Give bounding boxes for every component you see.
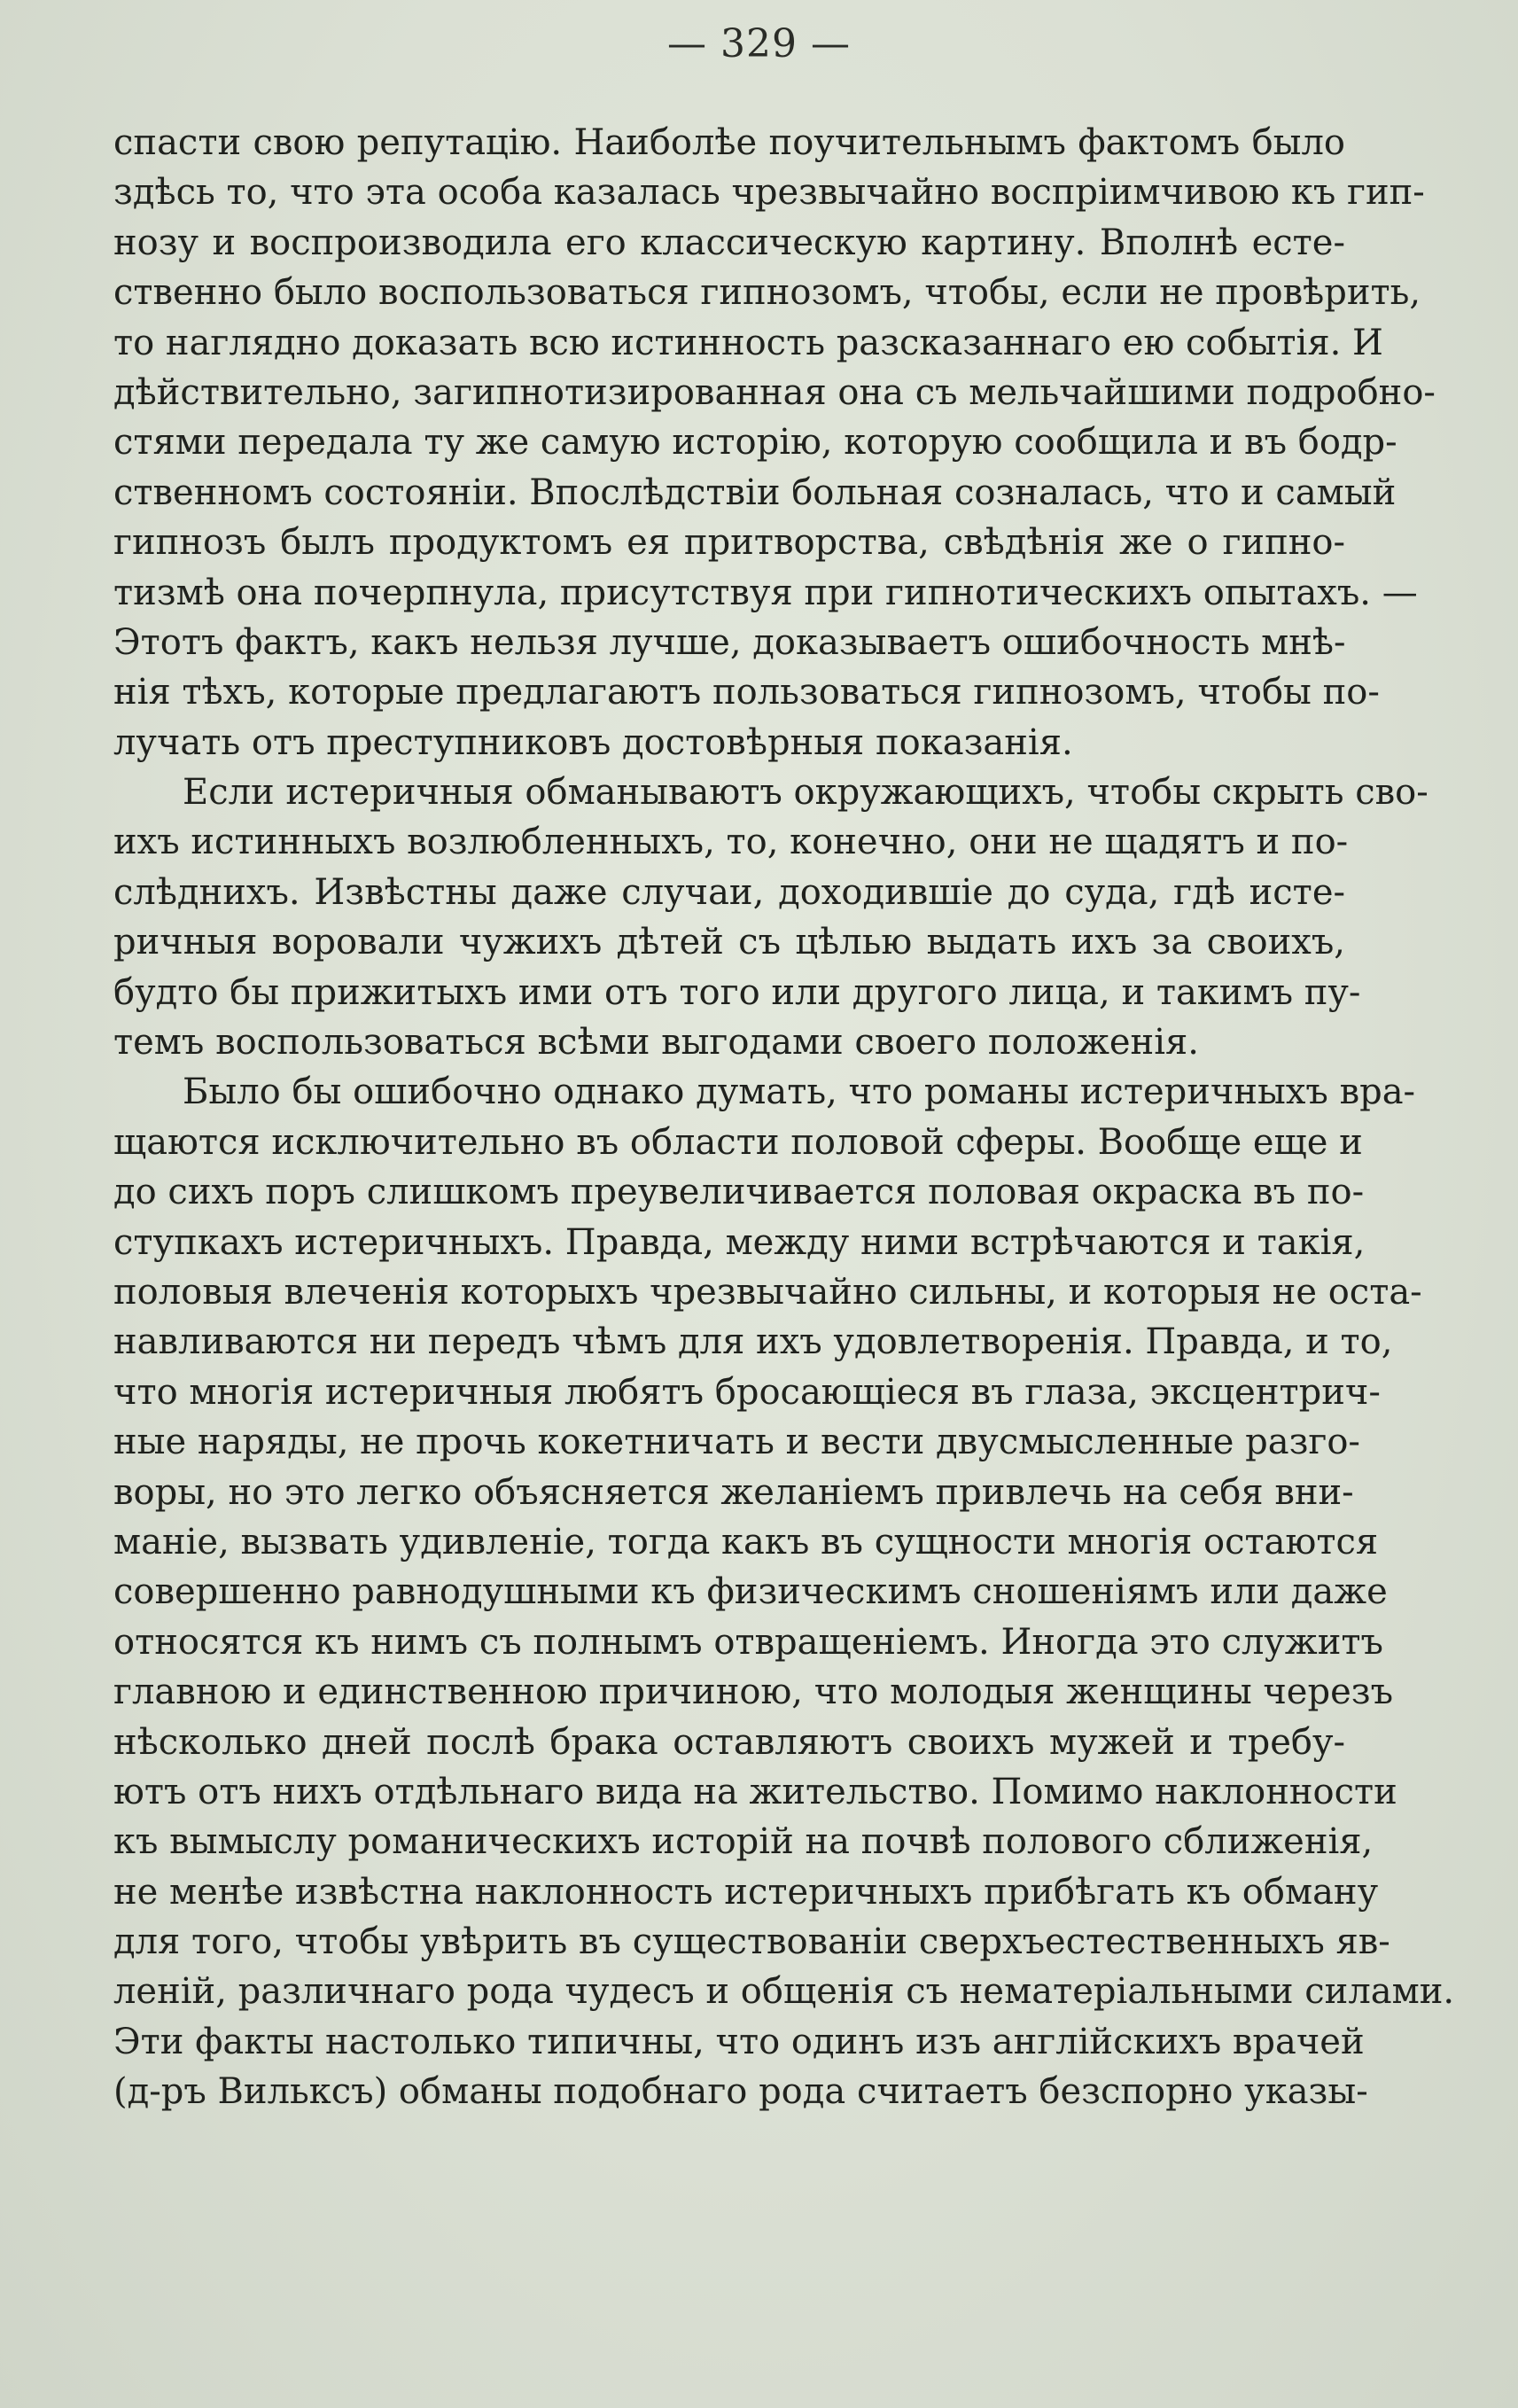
text-line: стями передала ту же самую исторію, которую сообщила и въ бодр-	[113, 422, 1397, 464]
text-line: для того, чтобы увѣрить въ существованіи сверхъестественныхъ яв-	[113, 1921, 1390, 1963]
text-line: совершенно равнодушными къ физическимъ сношеніямъ или даже	[113, 1571, 1388, 1613]
paragraph-1	[113, 118, 1436, 768]
text-line: Этотъ фактъ, какъ нельзя лучше, доказываетъ ошибочность мнѣ-	[113, 621, 1346, 663]
text-line: къ вымыслу романическихъ исторій на почвѣ полового сближенія,	[113, 1821, 1374, 1863]
text-line: темъ воспользоваться всѣми выгодами своего положенія.	[113, 1022, 1199, 1064]
text-line: не менѣе извѣстна наклонность истеричныхъ прибѣгать къ обману	[113, 1871, 1379, 1913]
text-line: нѣсколько дней послѣ брака оставляютъ своихъ мужей и требу-	[113, 1721, 1345, 1763]
text-line: Было бы ошибочно однако думать, что романы истеричныхъ вра-	[183, 1072, 1416, 1113]
text-line: навливаются ни передъ чѣмъ для ихъ удовлетворенія. Правда, и то,	[113, 1321, 1393, 1363]
text-line: ственно было воспользоваться гипнозомъ, чтобы, если не провѣрить,	[113, 272, 1421, 314]
text-line: нія тѣхъ, которые предлагаютъ пользоваться гипнозомъ, чтобы по-	[113, 672, 1380, 713]
text-line: ихъ истинныхъ возлюбленныхъ, то, конечно, они не щадятъ и по-	[113, 822, 1349, 863]
page-number: — 329 —	[667, 21, 851, 66]
paragraph-2	[113, 768, 1428, 1067]
text-line: половыя влеченія которыхъ чрезвычайно сильны, и которыя не оста-	[113, 1271, 1422, 1313]
text-line: спасти свою репутацію. Наиболѣе поучительнымъ фактомъ было	[113, 122, 1345, 163]
text-line: Если истеричныя обманываютъ окружающихъ, чтобы скрыть сво-	[183, 772, 1428, 814]
text-line: ричныя воровали чужихъ дѣтей съ цѣлью выдать ихъ за своихъ,	[113, 922, 1345, 963]
text-line: нозу и воспроизводила его классическую картину. Вполнѣ есте-	[113, 222, 1345, 263]
text-line: до сихъ поръ слишкомъ преувеличивается половая окраска въ по-	[113, 1172, 1365, 1213]
paragraph-3	[113, 1067, 1455, 2116]
text-line: слѣднихъ. Извѣстны даже случаи, доходившіе до суда, гдѣ исте-	[113, 871, 1345, 913]
text-line: леній, различнаго рода чудесъ и общенія съ нематеріальными силами.	[113, 1971, 1455, 2013]
text-line: Эти факты настолько типичны, что одинъ изъ англійскихъ врачей	[113, 2021, 1365, 2062]
text-line: щаются исключительно въ области половой сферы. Вообще еще и	[113, 1121, 1363, 1163]
text-line: будто бы прижитыхъ ими отъ того или другого лица, и такимъ пу-	[113, 971, 1361, 1013]
text-line: гипнозъ былъ продуктомъ ея притворства, свѣдѣнія же о гипно-	[113, 522, 1345, 564]
text-line: ступкахъ истеричныхъ. Правда, между ними встрѣчаются и такія,	[113, 1221, 1366, 1263]
body-text	[113, 118, 1455, 2117]
text-line: маніе, вызвать удивленіе, тогда какъ въ сущности многія остаются	[113, 1521, 1379, 1562]
text-line: что многія истеричныя любятъ бросающіеся въ глаза, эксцентрич-	[113, 1371, 1381, 1413]
text-line: относятся къ нимъ съ полнымъ отвращеніемъ. Иногда это служитъ	[113, 1621, 1383, 1663]
text-line: то наглядно доказать всю истинность разсказаннаго ею событія. И	[113, 322, 1383, 363]
text-line: ственномъ состояніи. Впослѣдствіи больная созналась, что и самый	[113, 471, 1397, 513]
text-line: ные наряды, не прочь кокетничать и вести двусмысленные разго-	[113, 1422, 1360, 1463]
text-line: здѣсь то, что эта особа казалась чрезвычайно воспріимчивою къ гип-	[113, 172, 1425, 214]
text-line: воры, но это легко объясняется желаніемъ привлечь на себя вни-	[113, 1471, 1354, 1513]
text-line: дѣйствительно, загипнотизированная она съ мельчайшими подробно-	[113, 371, 1436, 413]
text-line: главною и единственною причиною, что молодыя женщины черезъ	[113, 1672, 1394, 1713]
text-line: лучать отъ преступниковъ достовѣрныя показанія.	[113, 721, 1073, 763]
text-line: (д-ръ Вилькcъ) обманы подобнаго рода считаетъ безспорно указы-	[113, 2071, 1368, 2113]
text-line: тизмѣ она почерпнула, присутствуя при гипнотическихъ опытахъ. —	[113, 572, 1418, 613]
text-line: ютъ отъ нихъ отдѣльнаго вида на жительство. Помимо наклонности	[113, 1771, 1397, 1812]
